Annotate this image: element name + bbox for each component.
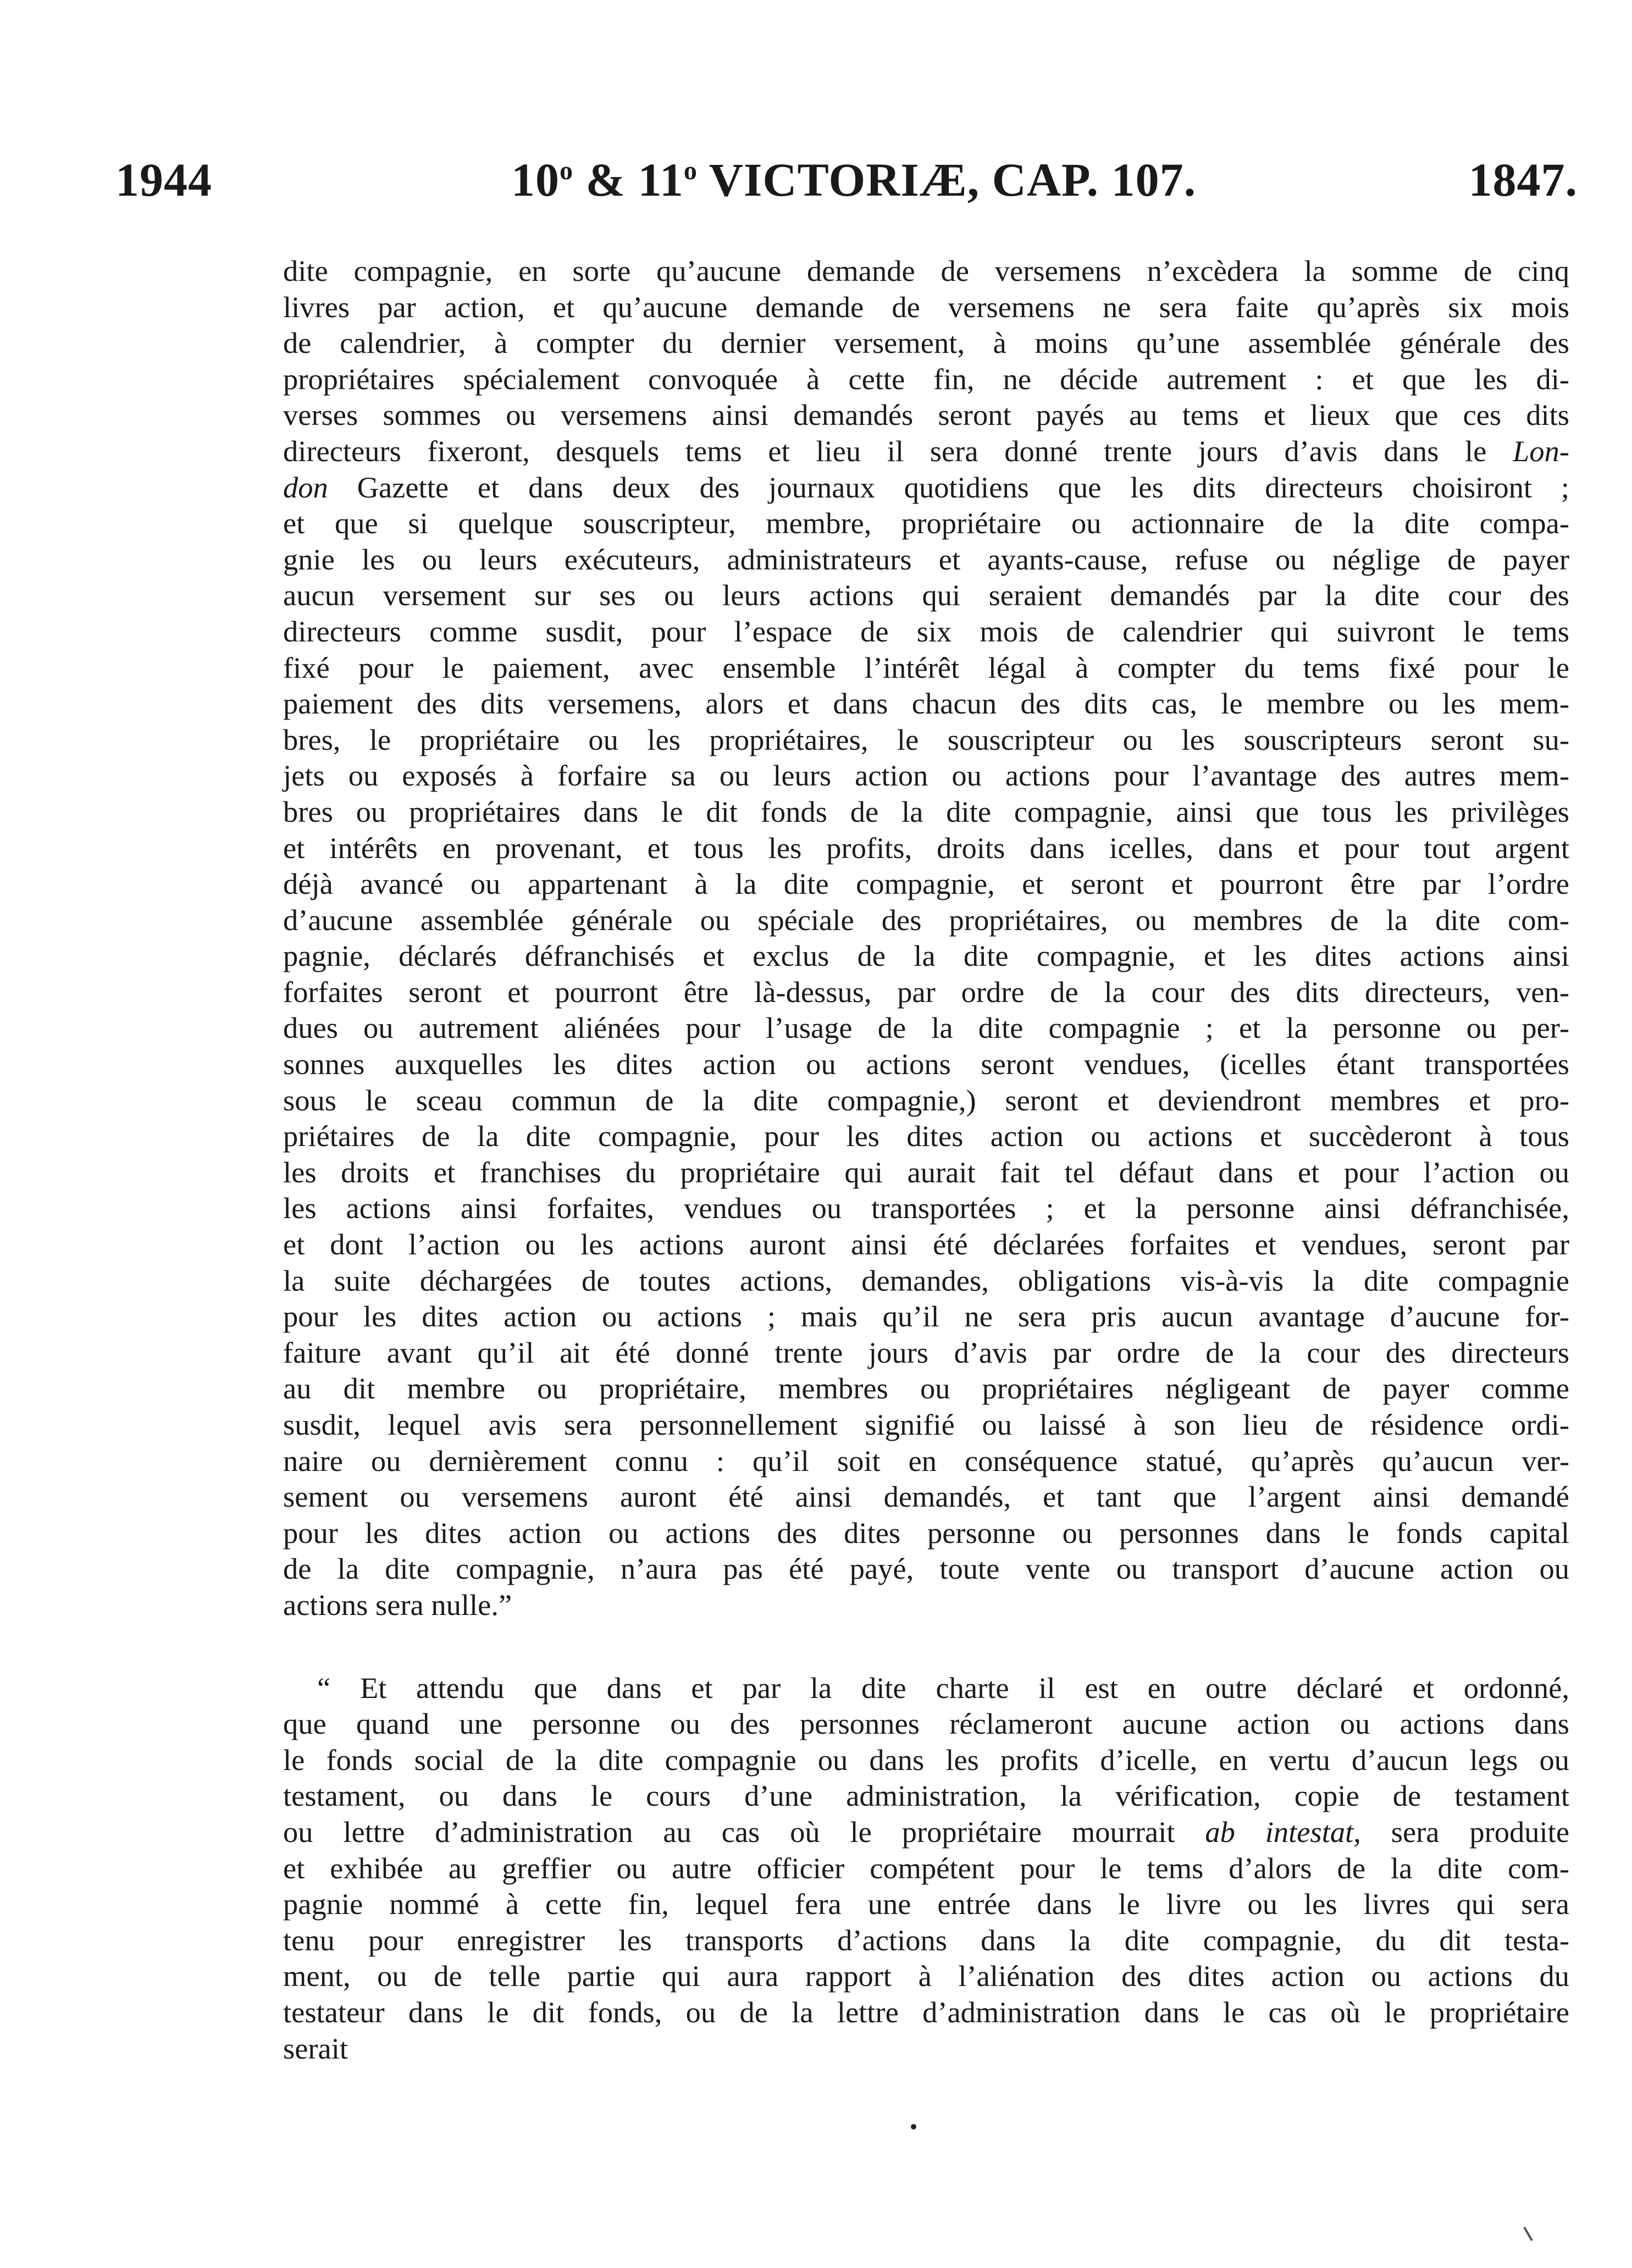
text-line: d’aucune assemblée générale ou spéciale des propriétaires, ou membres de la dite com- [283,903,1569,937]
catchword: serait [283,2031,348,2065]
text-line: et exhibée au greffier ou autre officier compétent pour le tems d’alors de la dite com- [283,1851,1569,1885]
ink-dot-mark [911,2124,916,2129]
text-line: priétaires de la dite compagnie, pour les dites action ou actions et succèderont à tous [283,1119,1569,1153]
text-line: sonnes auxquelles les dites action ou actions seront vendues, (icelles étant transportées [283,1047,1569,1081]
text-line [283,469,1569,506]
paragraph-2 [283,1670,1569,2067]
text-line [283,433,1569,469]
italic-text: ab intestat, [1205,1815,1361,1849]
text-segment: directeurs fixeront, desquels tems et lieu il sera donné trente jours d’avis dans le [283,434,1487,468]
text-line: jets ou exposés à forfaire sa ou leurs action ou actions pour l’avantage des autres mem- [283,759,1569,793]
page-number: 1944 [115,153,212,206]
text-line: bres, le propriétaire ou les propriétaires, le souscripteur ou les souscripteurs seront su- [283,722,1569,756]
text-line: déjà avancé ou appartenant à la dite compagnie, et seront et pourront être par l’ordre [283,867,1569,901]
text-line: le fonds social de la dite compagnie ou dans les profits d’icelle, en vertu d’aucun legs ou [283,1743,1569,1777]
text-line: sement ou versemens auront été ainsi demandés, et tant que l’argent ainsi demandé [283,1480,1569,1514]
title-part-1: 10 [511,153,560,206]
text-line: susdit, lequel avis sera personnellement signifié ou laissé à son lieu de résidence ordi- [283,1408,1569,1441]
body-text [283,253,1569,2066]
text-line: pour les dites action ou actions des dites personne ou personnes dans le fonds capital [283,1515,1569,1550]
text-line: sous le sceau commun de la dite compagnie,) seront et deviendront membres et pro- [283,1083,1569,1117]
text-line: fixé pour le paiement, avec ensemble l’intérêt légal à compter du tems fixé pour le [283,650,1569,684]
text-line: ment, ou de telle partie qui aura rapport à l’aliénation des dites action ou actions du [283,1959,1569,1993]
text-line: dite compagnie, en sorte qu’aucune demande de versemens n’excèdera la somme de cinq [283,254,1569,287]
page-header [115,150,1578,210]
paragraph-1 [283,253,1569,1623]
text-line: faiture avant qu’il ait été donné trente jours d’avis par ordre de la cour des directeurs [283,1335,1569,1369]
text-line: “ Et attendu que dans et par la dite charte il est en outre déclaré et ordonné, [317,1670,1569,1705]
text-line: et intérêts en provenant, et tous les profits, droits dans icelles, dans et pour tout argent [283,831,1569,865]
text-line: dues ou autrement aliénées pour l’usage de la dite compagnie ; et la personne ou per- [283,1011,1569,1045]
text-line: propriétaires spécialement convoquée à cette fin, ne décide autrement : et que les di- [283,362,1569,396]
text-line: pour les dites action ou actions ; mais qu’il ne sera pris aucun avantage d’aucune for- [283,1299,1569,1334]
text-line: livres par action, et qu’aucune demande de versemens ne sera faite qu’après six mois [283,290,1569,324]
text-line: aucun versement sur ses ou leurs actions qui seraient demandés par la dite cour des [283,578,1569,612]
text-line: pagnie, déclarés défranchisés et exclus de la dite compagnie, et les dites actions ainsi [283,939,1569,973]
title-superscript-2: o [683,156,698,185]
text-line: paiement des dits versemens, alors et dans chacun des dits cas, le membre ou les mem- [283,687,1569,721]
text-line: actions sera nulle.” [283,1587,512,1622]
italic-text: don [283,470,328,504]
text-line: testateur dans le dit fonds, ou de la lettre d’administration dans le cas où le propriétaire [283,1995,1569,2029]
text-line: naire ou dernièrement connu : qu’il soit en conséquence statué, qu’après qu’aucun ver- [283,1443,1569,1478]
text-line: les actions ainsi forfaites, vendues ou transportées ; et la personne ainsi défranchisée, [283,1191,1569,1225]
italic-text: Lon- [1513,434,1570,468]
text-line: la suite déchargées de toutes actions, demandes, obligations vis-à-vis la dite compagnie [283,1263,1569,1297]
text-line: forfaites seront et pourront être là-dessus, par ordre de la cour des dits directeurs, ven- [283,975,1569,1009]
text-line: que quand une personne ou des personnes réclameront aucune action ou actions dans [283,1707,1569,1741]
text-line: bres ou propriétaires dans le dit fonds de la dite compagnie, ainsi que tous les privilèges [283,794,1569,828]
text-line: gnie les ou leurs exécuteurs, administrateurs et ayants-cause, refuse ou néglige de payer [283,542,1569,576]
text-line: au dit membre ou propriétaire, membres ou propriétaires négligeant de payer comme [283,1371,1569,1406]
text-line: les droits et franchises du propriétaire qui aurait fait tel défaut dans et pour l’action ou [283,1155,1569,1189]
text-line [283,1814,1569,1850]
text-line: de la dite compagnie, n’aura pas été payé, toute vente ou transport d’aucune action ou [283,1552,1569,1586]
header-year: 1847. [1468,153,1578,206]
text-line: de calendrier, à compter du dernier versement, à moins qu’une assemblée générale des [283,326,1569,360]
text-line: tenu pour enregistrer les transports d’actions dans la dite compagnie, du dit testa- [283,1923,1569,1957]
text-segment: Gazette et dans deux des journaux quotidiens que les dits directeurs choisiront ; [357,470,1569,504]
text-segment: ou lettre d’administration au cas où le propriétaire mourrait [283,1815,1175,1849]
title-superscript-1: o [560,156,573,185]
text-segment: sera produite [1360,1815,1570,1849]
title-part-3: VICTORIÆ, CAP. 107. [697,153,1197,206]
text-line: et dont l’action ou les actions auront ainsi été déclarées forfaites et vendues, seront par [283,1227,1569,1262]
text-line: et que si quelque souscripteur, membre, propriétaire ou actionnaire de la dite compa- [283,506,1569,540]
text-line: pagnie nommé à cette fin, lequel fera une entrée dans le livre ou les livres qui sera [283,1887,1569,1921]
running-title [511,150,1196,210]
title-part-2: & 11 [573,153,684,206]
text-line: testament, ou dans le cours d’une administration, la vérification, copie de testament [283,1779,1569,1813]
text-line: directeurs comme susdit, pour l’espace de six mois de calendrier qui suivront le tems [283,614,1569,648]
ink-tick-mark [1523,2227,1533,2241]
text-line: verses sommes ou versemens ainsi demandés seront payés au tems et lieux que ces dits [283,398,1569,432]
